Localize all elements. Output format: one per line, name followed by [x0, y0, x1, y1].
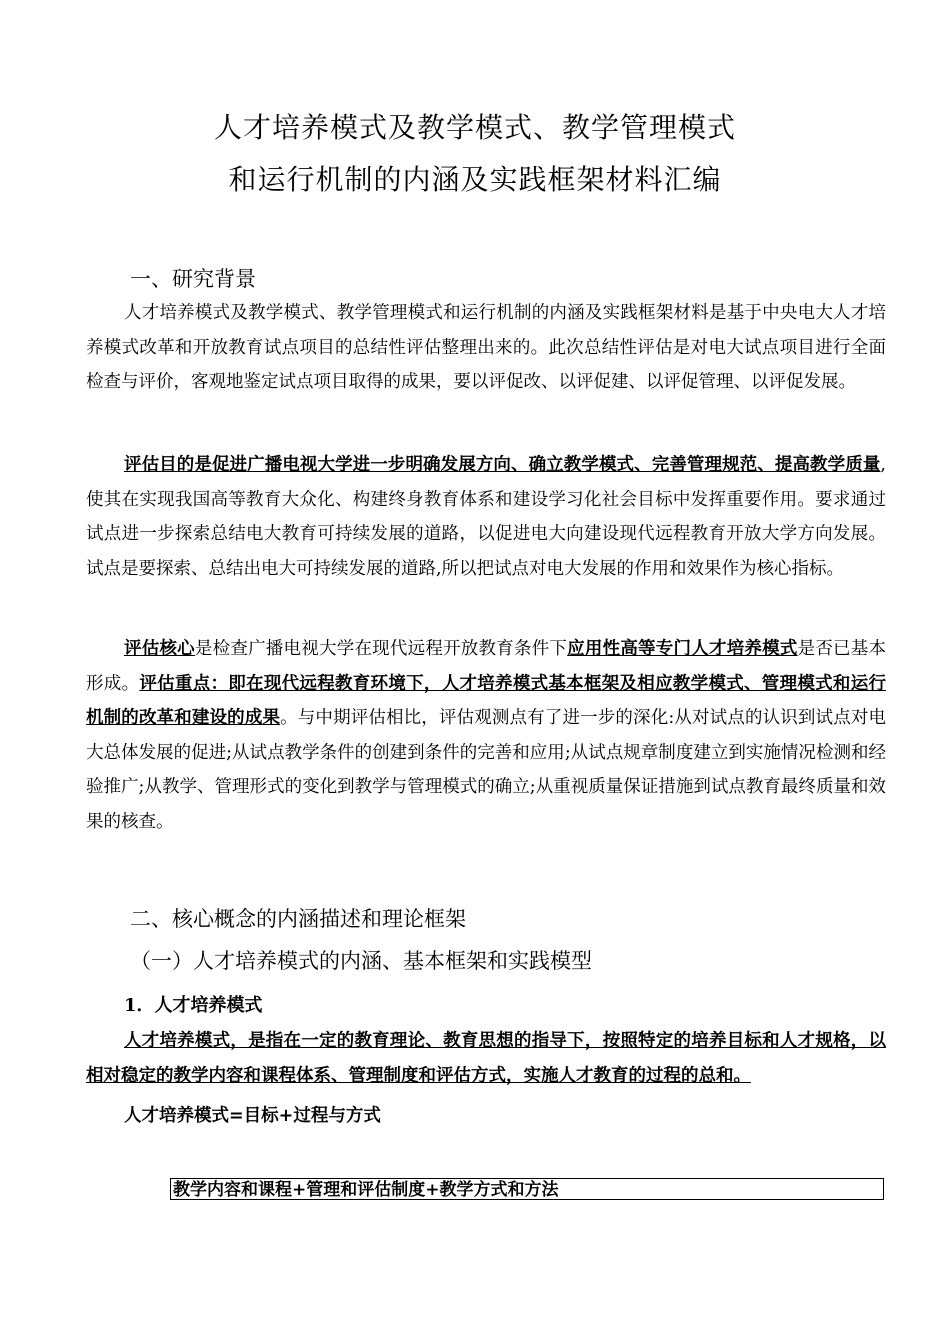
subsection-heading-talent-model: （一）人才培养模式的内涵、基本框架和实践模型: [130, 949, 592, 973]
paragraph-text: 是检查广播电视大学在现代远程开放教育条件下: [194, 639, 568, 659]
section-heading-core-concepts: 二、核心概念的内涵描述和理论框架: [130, 907, 466, 931]
document-title-line-1: 人才培养模式及教学模式、教学管理模式: [213, 111, 736, 144]
underlined-evaluation-purpose: 评估目的是促进广播电视大学进一步明确发展方向、确立教学模式、完善管理规范、提高教学质量: [124, 455, 881, 475]
section-heading-research-background: 一、研究背景: [130, 267, 256, 291]
paragraph-background: 人才培养模式及教学模式、教学管理模式和运行机制的内涵及实践框架材料是基于中央电大人才培养模式改革和开放教育试点项目的总结性评估整理出来的。此次总结性评估是对电大试点项目进行全面检查与评价，客观地鉴定试点项目取得的成果，要以评促改、以评促建、以评促管理、以评促发展。: [86, 303, 886, 392]
formula-box: 教学内容和课程+管理和评估制度+教学方式和方法: [170, 1178, 884, 1200]
underlined-definition: 人才培养模式，是指在一定的教育理论、教育思想的指导下，按照特定的培养目标和人才规格，以相对稳定的教学内容和课程体系、管理制度和评估方式，实施人才教育的过程的总和。: [86, 1031, 886, 1086]
formula-line: 人才培养模式=目标+过程与方式: [124, 1106, 381, 1126]
document-title-line-2: 和运行机制的内涵及实践框架材料汇编: [228, 163, 722, 196]
paragraph-evaluation-core: [86, 632, 886, 839]
item-heading-talent-model: 1．人才培养模式: [124, 995, 263, 1016]
paragraph-evaluation-purpose: [86, 448, 886, 586]
underlined-evaluation-focus: 评估重点：即在现代远程教育环境下，人才培养模式基本框架及相应教学模式、管理模式和运行机制的改革和建设的成果: [86, 673, 887, 728]
paragraph-definition: [86, 1024, 886, 1093]
paragraph-text: 。与中期评估相比，评估观测点有了进一步的深化:从对试点的认识到试点对电大总体发展的促进;从试点教学条件的创建到条件的完善和应用;从试点规章制度建立到实施情况检测和经验推广;从教学、管理形式的变化到教学与管理模式的确立;从重视质量保证措施到试点教育最终质量和效果的核查。: [86, 708, 887, 832]
underlined-talent-model: 应用性高等专门人才培养模式: [567, 639, 798, 659]
paragraph-text: ,使其在实现我国高等教育大众化、构建终身教育体系和建设学习化社会目标中发挥重要作用。要求通过试点进一步探索总结电大教育可持续发展的道路，以促进电大向建设现代远程教育开放大学方向发展。试点是要探索、总结出电大可持续发展的道路,所以把试点对电大发展的作用和效果作为核心指标。: [86, 455, 886, 579]
underlined-evaluation-core: 评估核心: [124, 639, 195, 659]
paragraph-text: 是否已基本形成。: [86, 639, 887, 694]
